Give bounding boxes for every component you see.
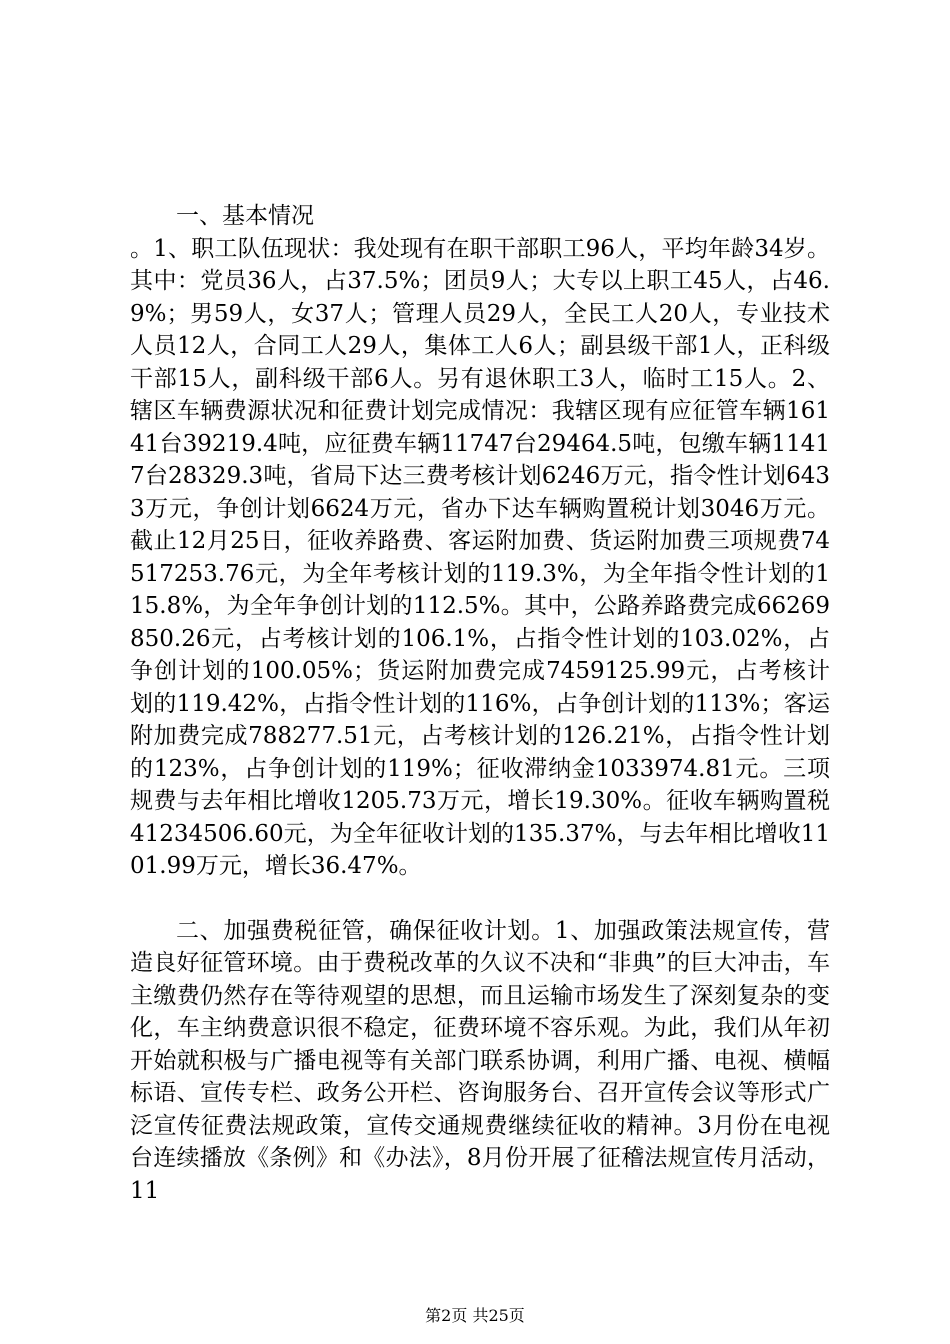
document-body bbox=[130, 200, 830, 1207]
page-number: 第2页 共25页 bbox=[425, 1306, 525, 1325]
section-paragraph: 。1、职工队伍现状：我处现有在职干部职工96人，平均年龄34岁。其中：党员36人，占37.5%；团员9人；大专以上职工45人，占46.9%；男59人，女37人；管理人员29人，全民工人20人，专业技术人员12人，合同工人29人，集体工人6人；副县级干部1人，正科级干部15人，副科级干部6人。另有退休职工3人，临时工15人。2、辖区车辆费源状况和征费计划完成情况：我辖区现有应征管车辆16141台39219.4吨，应征费车辆11747台29464.5吨，包缴车辆11417台28329.3吨，省局下达三费考核计划6246万元，指令性计划6433万元，争创计划6624万元，省办下达车辆购置税计划3046万元。截止12月25日，征收养路费、客运附加费、货运附加费三项规费74517253.76元，为全年考核计划的119.3%，为全年指令性计划的115.8%，为全年争创计划的112.5%。其中，公路养路费完成66269850.26元，占考核计划的106.1%，占指令性计划的103.02%，占争创计划的100.05%；货运附加费完成7459125.99元，占考核计划的119.42%，占指令性计划的116%，占争创计划的113%；客运附加费完成788277.51元，占考核计划的126.21%，占指令性计划的123%，占争创计划的119%；征收滞纳金1033974.81元。三项规费与去年相比增收1205.73万元，增长19.30%。征收车辆购置税41234506.60元，为全年征收计划的135.37%，与去年相比增收1101.99万元，增长36.47%。 bbox=[130, 235, 830, 879]
page-footer bbox=[0, 1306, 950, 1326]
paragraph-gap bbox=[130, 883, 830, 915]
section-heading: 一、基本情况 bbox=[176, 203, 314, 229]
section-paragraph: 二、加强费税征管，确保征收计划。1、加强政策法规宣传，营造良好征管环境。由于费税改革的久议不决和“非典”的巨大冲击，车主缴费仍然存在等待观望的思想，而且运输市场发生了深刻复杂的变化，车主纳费意识很不稳定，征费环境不容乐观。为此，我们从年初开始就积极与广播电视等有关部门联系协调，利用广播、电视、横幅标语、宣传专栏、政务公开栏、咨询服务台、召开宣传会议等形式广泛宣传征费法规政策，宣传交通规费继续征收的精神。3月份在电视台连续播放《条例》和《办法》，8月份开展了征稽法规宣传月活动，11 bbox=[130, 917, 830, 1204]
